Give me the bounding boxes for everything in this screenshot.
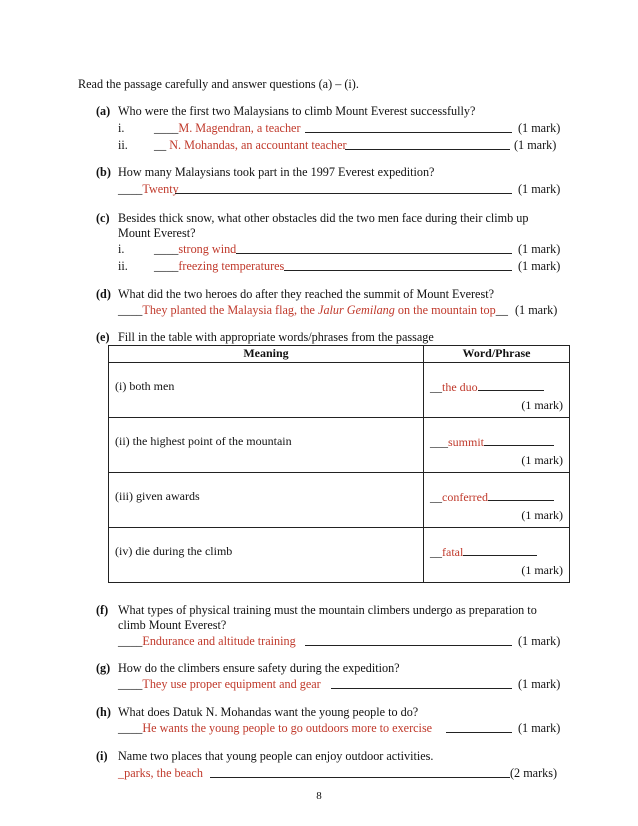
question-a-i-answer-line: ____M. Magendran, a teacher [154,121,301,135]
table-header-row [109,346,570,363]
question-h-mark: (1 mark) [518,721,561,735]
question-i-blank [210,766,510,778]
question-a-i-mark: (1 mark) [518,121,561,135]
word-answer: the duo [442,380,478,394]
question-a-i-num: i. [118,121,125,135]
question-f-mark: (1 mark) [518,634,561,648]
word-mark: (1 mark) [521,508,563,522]
question-a-i-answer: M. Magendran, a teacher [178,121,301,135]
instruction-text: Read the passage carefully and answer questions (a) – (i). [78,77,359,91]
word-answer: conferred [442,490,488,504]
question-g-text: How do the climbers ensure safety during the expedition? [118,661,400,675]
question-a-i-blank [305,121,512,133]
question-c-text-line2: Mount Everest? [118,226,196,240]
word-cell: __conferred (1 mark) [424,473,570,528]
question-d-text: What did the two heroes do after they reached the summit of Mount Everest? [118,287,494,301]
question-e-text: Fill in the table with appropriate words/phrases from the passage [118,330,434,344]
question-i-text: Name two places that young people can enjoy outdoor activities. [118,749,434,763]
question-g-label: (g) [96,661,111,675]
header-meaning: Meaning [109,346,424,363]
question-c-i-mark: (1 mark) [518,242,561,256]
table-row [109,418,570,473]
question-f-answer-line: ____Endurance and altitude training [118,634,296,648]
question-b-label: (b) [96,165,111,179]
meaning-cell: (i) both men [109,363,424,418]
question-c-text-line1: Besides thick snow, what other obstacles did the two men face during their climb up [118,211,529,225]
question-c-i-answer-line: ____strong wind [154,242,237,256]
question-i-label: (i) [96,749,108,763]
question-c-ii-mark: (1 mark) [518,259,561,273]
word-mark: (1 mark) [521,453,563,467]
question-h-blank [446,721,512,733]
question-f-text-line2: climb Mount Everest? [118,618,227,632]
question-c-ii-blank [284,259,512,271]
question-d-answer-part1: They planted the Malaysia flag, the [142,303,319,317]
question-d-answer-part3: on the mountain top [394,303,496,317]
question-h-answer: He wants the young people to go outdoors more to exercise [142,721,433,735]
question-f-blank [305,634,512,646]
question-h-label: (h) [96,705,111,719]
question-g-answer: They use proper equipment and gear [142,677,321,691]
question-b-text: How many Malaysians took part in the 1997 Everest expedition? [118,165,435,179]
question-d-mark: (1 mark) [515,303,558,317]
meaning-cell: (iv) die during the climb [109,528,424,583]
page-number: 8 [316,790,322,802]
question-e-label: (e) [96,330,110,344]
word-mark: (1 mark) [521,398,563,412]
question-f-answer: Endurance and altitude training [142,634,296,648]
question-b-mark: (1 mark) [518,182,561,196]
meaning-table [108,345,570,583]
question-h-text: What does Datuk N. Mohandas want the young people to do? [118,705,419,719]
question-a-text: Who were the first two Malaysians to climb Mount Everest successfully? [118,104,476,118]
question-c-label: (c) [96,211,110,225]
question-i-mark: (2 marks) [510,766,558,780]
question-g-blank [331,677,512,689]
question-c-ii-answer-line: ____freezing temperatures [154,259,285,273]
word-cell: ___summit (1 mark) [424,418,570,473]
question-a-ii-mark: (1 mark) [514,138,557,152]
question-c-i-answer: strong wind [178,242,237,256]
question-c-i-blank [236,242,512,254]
question-a-label: (a) [96,104,111,118]
table-row [109,528,570,583]
question-b-answer: Twenty [142,182,179,196]
question-a-ii-answer: N. Mohandas, an accountant teacher [166,138,347,152]
word-cell: __fatal (1 mark) [424,528,570,583]
word-mark: (1 mark) [521,563,563,577]
word-cell: __the duo (1 mark) [424,363,570,418]
question-a-ii-answer-line: __ N. Mohandas, an accountant teacher [154,138,347,152]
question-i-answer: _parks, the beach [118,766,203,780]
question-f-label: (f) [96,603,109,617]
question-b-blank [175,182,512,194]
question-c-ii-num: ii. [118,259,128,273]
question-g-mark: (1 mark) [518,677,561,691]
header-word-phrase: Word/Phrase [424,346,570,363]
question-d-label: (d) [96,287,111,301]
meaning-cell: (ii) the highest point of the mountain [109,418,424,473]
question-d-answer-flag-name: Jalur Gemilang [318,303,395,317]
table-row [109,473,570,528]
table-row [109,363,570,418]
question-f-text-line1: What types of physical training must the mountain climbers undergo as preparation to [118,603,537,617]
question-c-ii-answer: freezing temperatures [178,259,285,273]
question-g-answer-line: ____They use proper equipment and gear [118,677,321,691]
word-answer: summit [448,435,485,449]
meaning-cell: (iii) given awards [109,473,424,528]
question-d-answer-line: ____They planted the Malaysia flag, the Jalur Gemilang on the mountain top__ [118,303,508,317]
question-c-i-num: i. [118,242,125,256]
question-a-ii-num: ii. [118,138,128,152]
word-answer: fatal [442,545,464,559]
question-h-answer-line: ____He wants the young people to go outdoors more to exercise [118,721,433,735]
question-a-ii-blank [345,138,510,150]
question-b-answer-line: ____Twenty [118,182,179,196]
